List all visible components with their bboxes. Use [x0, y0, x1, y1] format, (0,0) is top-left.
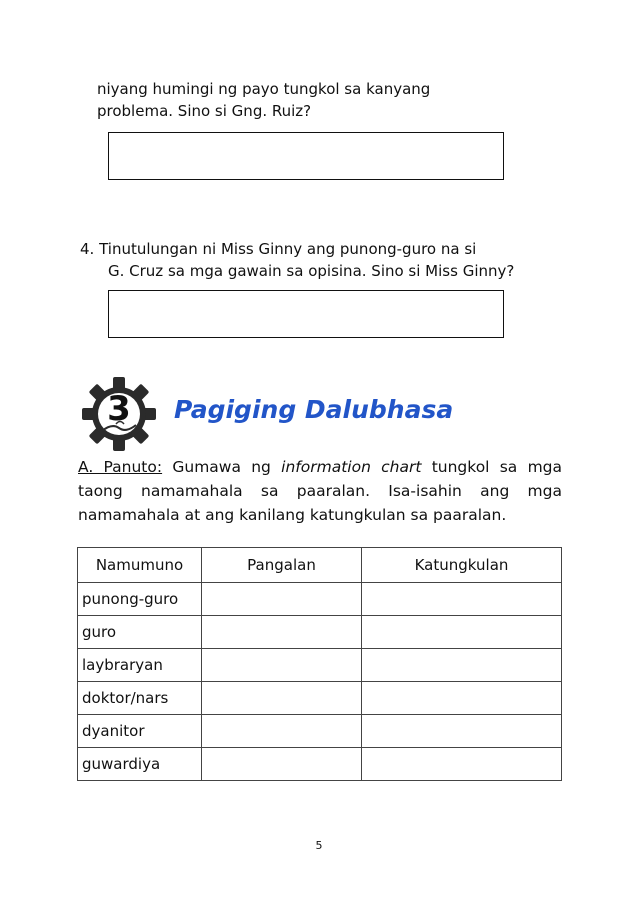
- instructions-line3: namamahala at ang kanilang katungkulan sa paaralan.: [78, 506, 507, 524]
- header-namumuno: Namumuno: [78, 548, 202, 583]
- pangalan-cell[interactable]: [202, 715, 362, 748]
- table-row: [78, 715, 562, 748]
- katungkulan-cell[interactable]: [362, 616, 562, 649]
- q4-line2: G. Cruz sa mga gawain sa opisina. Sino si Miss Ginny?: [108, 262, 515, 280]
- table-row: [78, 649, 562, 682]
- katungkulan-cell[interactable]: [362, 715, 562, 748]
- information-chart-table: [77, 547, 562, 781]
- section-number: 3: [107, 389, 131, 429]
- pangalan-cell[interactable]: [202, 583, 362, 616]
- instructions-part2: tungkol sa mga: [431, 458, 562, 476]
- katungkulan-cell[interactable]: [362, 583, 562, 616]
- instructions: [78, 455, 562, 527]
- q3-line1: niyang humingi ng payo tungkol sa kanyang: [97, 80, 431, 98]
- answer-box-q4[interactable]: [108, 290, 504, 338]
- table-header-row: [78, 548, 562, 583]
- role-cell: dyanitor: [78, 715, 202, 748]
- katungkulan-cell[interactable]: [362, 649, 562, 682]
- table-row: [78, 748, 562, 781]
- instructions-line1: [78, 455, 562, 479]
- q3-line2: problema. Sino si Gng. Ruiz?: [97, 102, 312, 120]
- header-pangalan: Pangalan: [202, 548, 362, 583]
- answer-box-q3[interactable]: [108, 132, 504, 180]
- role-cell: guwardiya: [78, 748, 202, 781]
- pangalan-cell[interactable]: [202, 649, 362, 682]
- katungkulan-cell[interactable]: [362, 682, 562, 715]
- table-row: [78, 616, 562, 649]
- q4-line1: 4. Tinutulungan ni Miss Ginny ang punong-guro na si: [80, 240, 477, 258]
- q3-text: [97, 78, 430, 122]
- section-title: Pagiging Dalubhasa: [174, 395, 454, 424]
- instructions-emphasis: information chart: [281, 458, 422, 476]
- gear-icon: [80, 375, 158, 453]
- role-cell: guro: [78, 616, 202, 649]
- role-cell: doktor/nars: [78, 682, 202, 715]
- instructions-label: A. Panuto:: [78, 458, 163, 476]
- pangalan-cell[interactable]: [202, 748, 362, 781]
- page-number: 5: [315, 839, 323, 852]
- pangalan-cell[interactable]: [202, 616, 362, 649]
- role-cell: punong-guro: [78, 583, 202, 616]
- katungkulan-cell[interactable]: [362, 748, 562, 781]
- q4-text: [80, 238, 514, 282]
- instructions-line2: taong namamahala sa paaralan. Isa-isahin ang mga: [78, 482, 562, 500]
- header-katungkulan: Katungkulan: [362, 548, 562, 583]
- table-row: [78, 583, 562, 616]
- table-row: [78, 682, 562, 715]
- role-cell: laybraryan: [78, 649, 202, 682]
- instructions-part1: Gumawa ng: [172, 458, 271, 476]
- pangalan-cell[interactable]: [202, 682, 362, 715]
